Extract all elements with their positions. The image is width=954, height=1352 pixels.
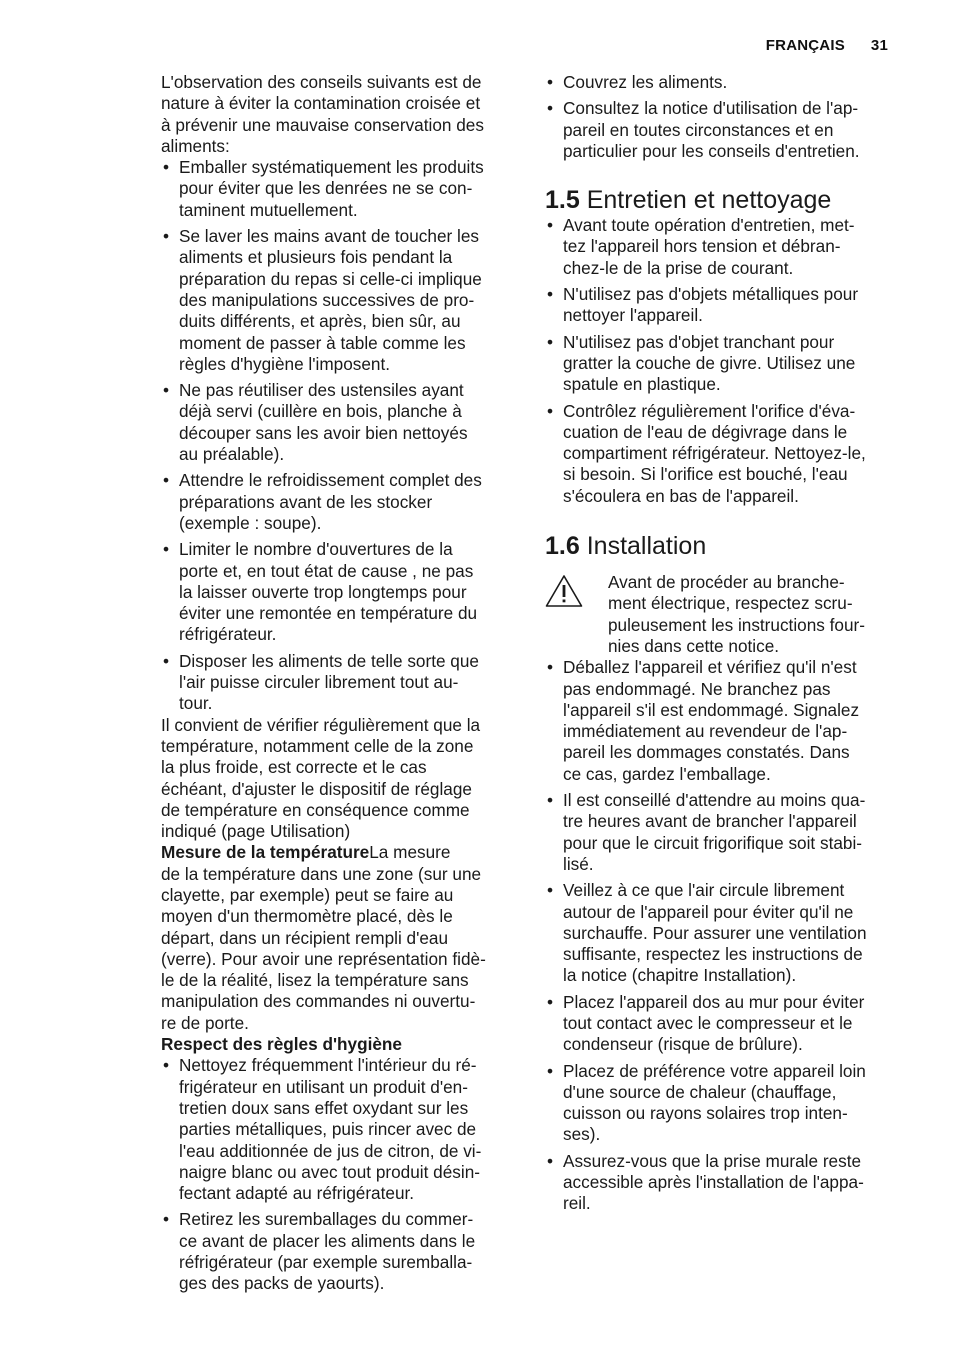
page-header: [766, 37, 888, 54]
section-heading-maintenance: [545, 185, 897, 215]
installation-list: [545, 657, 897, 1214]
section-heading-installation: [545, 531, 897, 561]
warning-text: Avant de procéder au branche- ment électrique, respectez scru- puleusement les instructions four- nies dans cette notice.: [608, 572, 865, 656]
section-number: 1.6: [545, 532, 580, 561]
list-item: • Il est conseillé d'attendre au moins qua- tre heures avant de brancher l'appareil pour que le circuit frigorifique soit stabi- lisé.: [545, 790, 897, 875]
hygiene-rules-list: [161, 1055, 513, 1294]
left-column: [161, 72, 513, 1295]
section-label: FRANÇAIS: [765, 37, 845, 54]
maintenance-list: [545, 215, 897, 507]
list-item: • Assurez-vous que la prise murale reste accessible après l'installation de l'appa- reil.: [545, 1151, 897, 1215]
list-item: • Placez l'appareil dos au mur pour éviter tout contact avec le compresseur et le condenseur (risque de brûlure).: [545, 992, 897, 1056]
list-item: • Retirez les suremballages du commer- ce avant de placer les aliments dans le réfrigérateur (par exemple suremballa- ges des packs de yaourts).: [161, 1209, 513, 1294]
list-item: • Contrôlez régulièrement l'orifice d'éva- cuation de l'eau de dégivrage dans le compartiment réfrigérateur. Nettoyez-le, si besoin. Si l'orifice est bouché, l'eau s'écoulera en bas de l'appareil.: [545, 401, 897, 507]
continued-list: [545, 72, 897, 162]
list-item: • N'utilisez pas d'objet tranchant pour gratter la couche de givre. Utilisez une spatule en plastique.: [545, 332, 897, 396]
list-item: • Limiter le nombre d'ouvertures de la porte et, en tout état de cause , ne pas la laisser ouverte trop longtemps pour éviter une remontée en température du réfrigérateur.: [161, 539, 513, 645]
measure-title: Mesure de la température: [161, 842, 370, 863]
verification-paragraph: Il convient de vérifier régulièrement que la température, notamment celle de la zone la plus froide, est correcte et le cas échéant, d'ajuster le dispositif de réglage de température en conséquence comme indiqué (page Utilisation): [161, 714, 481, 842]
list-item: • Déballez l'appareil et vérifiez qu'il n'est pas endommagé. Ne branchez pas l'appareil s'il est endommagé. Signalez immédiatement au revendeur de l'ap- pareil les dommages constatés. Dans ce cas, gardez l'emballage.: [545, 657, 897, 785]
measure-paragraph: [161, 842, 513, 1034]
list-item: • Emballer systématiquement les produits pour éviter que les denrées ne se con- taminent mutuellement.: [161, 157, 513, 221]
list-item: • Couvrez les aliments.: [545, 72, 897, 93]
hygiene-tips-list: [161, 157, 513, 714]
measure-text: La mesure de la température dans une zone (sur une clayette, par exemple) peut se faire au moyen d'un thermomètre placé, dès le départ, dans un récipient rempli d'eau (verre). Pour avoir une représentation fidè- le de la réalité, lisez la température sans manipulation des commandes ni ouvertu- re de porte.: [161, 842, 486, 1033]
section-title: Entretien et nettoyage: [586, 186, 832, 215]
intro-paragraph: L'observation des conseils suivants est de nature à éviter la contamination croisée et à prévenir une mauvaise conservation des aliments:: [161, 72, 484, 156]
hygiene-title: Respect des règles d'hygiène: [161, 1034, 402, 1055]
list-item: • N'utilisez pas d'objets métalliques pour nettoyer l'appareil.: [545, 284, 897, 327]
section-number: 1.5: [545, 186, 580, 215]
list-item: • Nettoyez fréquemment l'intérieur du ré- frigérateur en utilisant un produit d'en- tretien doux sans effet oxydant sur les parties métalliques, puis rincer avec de l'eau additionnée de jus de citron, de vi- naigre blanc ou avec tout produit désin- fectant adapté au réfrigérateur.: [161, 1055, 513, 1204]
page-number: 31: [870, 37, 888, 54]
list-item: • Attendre le refroidissement complet des préparations avant de les stocker (exemple : soupe).: [161, 470, 513, 534]
list-item: • Veillez à ce que l'air circule librement autour de l'appareil pour éviter qu'il ne surchauffe. Pour assurer une ventilation suffisante, respectez les instructions de la notice (chapitre Installation).: [545, 880, 897, 986]
list-item: • Se laver les mains avant de toucher les aliments et plusieurs fois pendant la préparation du repas si celle-ci implique des manipulations successives de pro- duits différents, et après, bien sûr, au moment de passer à table comme les règles d'hygiène l'imposent.: [161, 226, 513, 375]
list-item: • Consultez la notice d'utilisation de l'ap- pareil en toutes circonstances et en particulier pour les conseils d'entretien.: [545, 98, 897, 162]
list-item: • Placez de préférence votre appareil loin d'une source de chaleur (chauffage, cuisson ou rayons solaires trop inten- ses).: [545, 1061, 897, 1146]
warning-triangle-icon: [545, 572, 608, 657]
right-column: [545, 72, 897, 1215]
list-item: • Ne pas réutiliser des ustensiles ayant déjà servi (cuillère en bois, planche à découper sans les avoir bien nettoyés au préalable).: [161, 380, 513, 465]
list-item: • Disposer les aliments de telle sorte que l'air puisse circuler librement tout au- tour.: [161, 651, 513, 715]
warning-box: [545, 572, 897, 657]
list-item: • Avant toute opération d'entretien, met- tez l'appareil hors tension et débran- chez-le de la prise de courant.: [545, 215, 897, 279]
section-title: Installation: [586, 532, 707, 561]
